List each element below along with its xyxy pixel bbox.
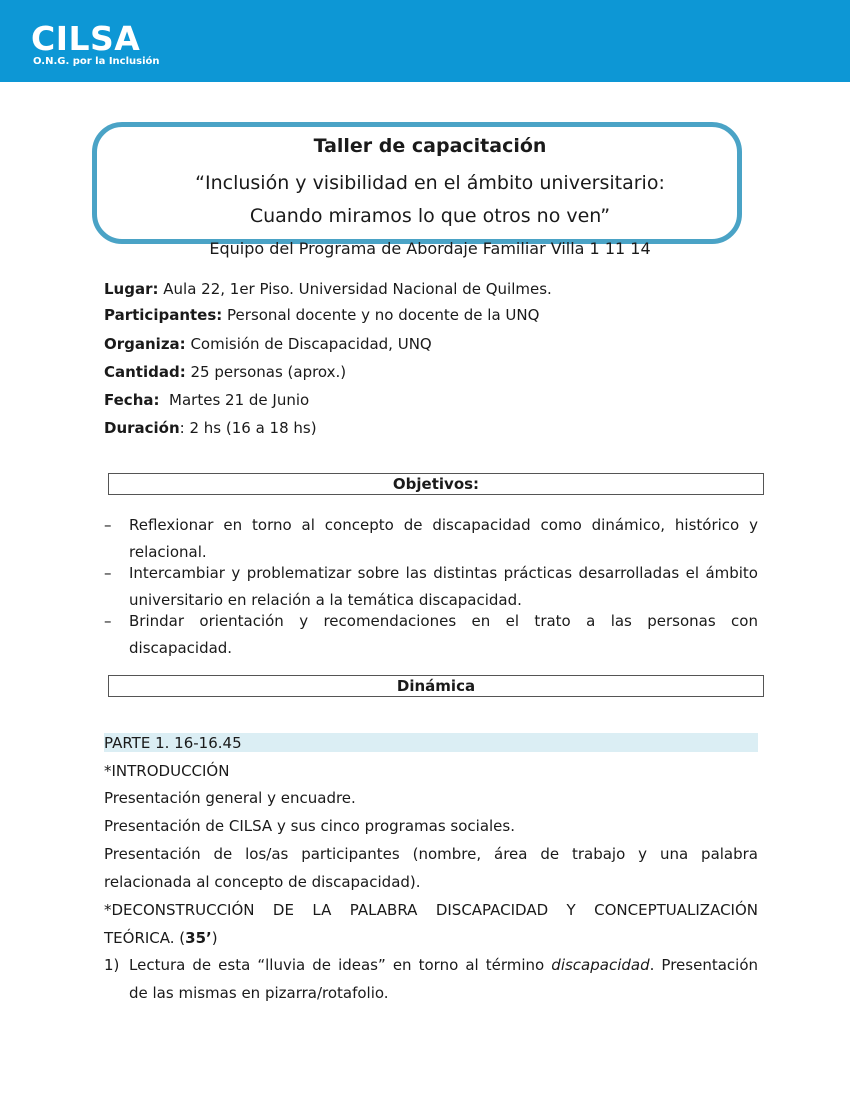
info-label: Duración xyxy=(104,419,180,437)
presentation-line2: relacionada al concepto de discapacidad). xyxy=(104,873,421,891)
workshop-title: Taller de capacitación xyxy=(313,135,547,157)
info-value: Aula 22, 1er Piso. Universidad Nacional de Quilmes. xyxy=(158,280,552,298)
info-label: Fecha: xyxy=(104,391,160,409)
step1-line1 xyxy=(129,955,758,975)
deconstruction-duration: 35’ xyxy=(185,929,212,947)
info-label: Cantidad: xyxy=(104,363,186,381)
dinamica-line-1: Presentación general y encuadre. xyxy=(104,789,356,807)
bullet-marker: – xyxy=(104,612,112,630)
info-label: Participantes: xyxy=(104,306,223,324)
deconstruction-line2 xyxy=(104,928,758,948)
deconstruction-line1: *DECONSTRUCCIÓN DE LA PALABRA DISCAPACIDAD Y CONCEPTUALIZACIÓN xyxy=(104,901,758,919)
cilsa-logo: CILSA xyxy=(31,19,141,58)
parte-label: PARTE 1. 16-16.45 xyxy=(104,734,242,752)
dinamica-heading: Dinámica xyxy=(108,675,764,697)
step1-text-end: . Presentación xyxy=(649,956,759,974)
info-row-duracion xyxy=(104,418,317,438)
info-row-organiza xyxy=(104,334,432,354)
logo-tagline: O.N.G. por la Inclusión xyxy=(33,56,160,67)
info-value: Martes 21 de Junio xyxy=(159,391,310,409)
objetivo-3-line1: Brindar orientación y recomendaciones en el trato a las personas con xyxy=(129,612,758,630)
info-row-lugar xyxy=(104,279,552,299)
deconstruction-text: TEÓRICA. ( xyxy=(104,929,186,947)
info-label: Lugar: xyxy=(104,280,159,298)
workshop-subtitle-line2: Cuando miramos lo que otros no ven” xyxy=(249,205,611,227)
objetivo-1-line1: Reflexionar en torno al concepto de discapacidad como dinámico, histórico y xyxy=(129,516,758,534)
workshop-subtitle-line1: “Inclusión y visibilidad en el ámbito universitario: xyxy=(195,172,665,194)
dinamica-line-2: Presentación de CILSA y sus cinco programas sociales. xyxy=(104,817,515,835)
objetivo-1-line2: relacional. xyxy=(129,543,207,561)
objetivo-2-line1: Intercambiar y problematizar sobre las distintas prácticas desarrolladas el ámbito xyxy=(129,564,758,582)
info-row-participantes xyxy=(104,305,539,325)
step1-term: discapacidad xyxy=(551,956,650,974)
step-number: 1) xyxy=(104,956,120,974)
objetivos-heading: Objetivos: xyxy=(108,473,764,495)
step1-line2: de las mismas en pizarra/rotafolio. xyxy=(129,984,389,1002)
info-value: Comisión de Discapacidad, UNQ xyxy=(185,335,432,353)
step1-text: Lectura de esta “lluvia de ideas” en torno al término xyxy=(129,956,552,974)
deconstruction-close: ) xyxy=(211,929,218,947)
info-value: 25 personas (aprox.) xyxy=(185,363,347,381)
bullet-marker: – xyxy=(104,564,112,582)
intro-heading: *INTRODUCCIÓN xyxy=(104,762,230,780)
objetivo-2-line2: universitario en relación a la temática discapacidad. xyxy=(129,591,522,609)
info-row-fecha xyxy=(104,390,309,410)
info-value: : 2 hs (16 a 18 hs) xyxy=(179,419,317,437)
info-label: Organiza: xyxy=(104,335,186,353)
info-row-cantidad xyxy=(104,362,346,382)
info-value: Personal docente y no docente de la UNQ xyxy=(222,306,540,324)
bullet-marker: – xyxy=(104,516,112,534)
presentation-line1: Presentación de los/as participantes (nombre, área de trabajo y una palabra xyxy=(104,845,758,863)
team-line: Equipo del Programa de Abordaje Familiar Villa 1 11 14 xyxy=(209,239,651,258)
objetivo-3-line2: discapacidad. xyxy=(129,639,233,657)
